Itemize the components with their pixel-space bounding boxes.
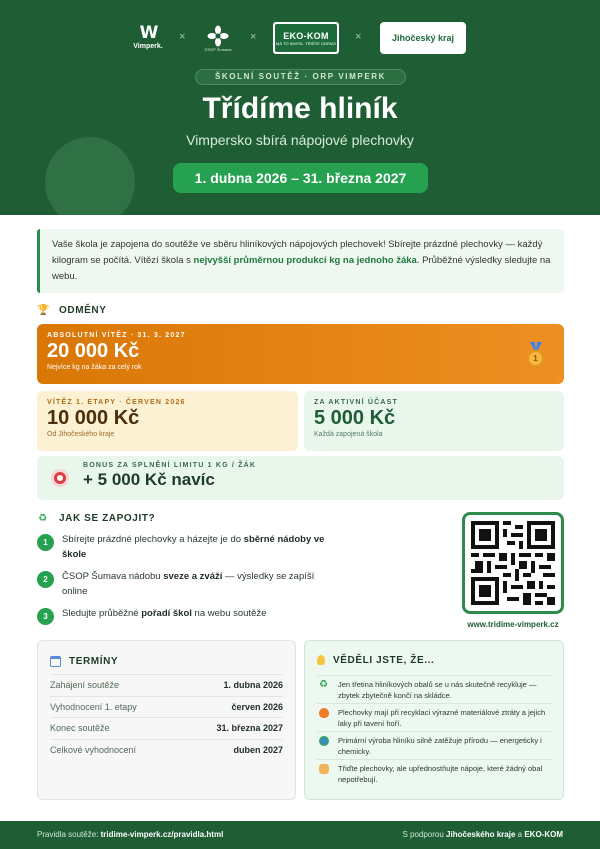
fact-item — [317, 759, 553, 787]
footer-and: a — [515, 830, 525, 839]
target-icon — [51, 469, 69, 487]
terms-row — [50, 696, 283, 718]
reward-stage-note: Od Jihočeského kraje — [47, 431, 115, 438]
fact-text: Plechovky mají při recyklaci výrazné materiálové ztráty a jejich laky při tavení hoří. — [338, 708, 546, 728]
step-number: 3 — [37, 608, 54, 625]
step-item — [37, 606, 337, 643]
terms-value: 31. března 2027 — [216, 723, 283, 734]
trophy-icon: 🏆 — [37, 305, 51, 316]
fact-item — [317, 703, 553, 731]
vimperk-logo — [130, 22, 166, 54]
rewards-heading-text: ODMĚNY — [59, 305, 107, 316]
separator: × — [250, 31, 257, 43]
separator: × — [179, 31, 186, 43]
calendar-icon — [50, 656, 61, 667]
bonus-label: BONUS ZA SPLNĚNÍ LIMITU 1 KG / ŽÁK — [83, 462, 257, 469]
bonus-amount: + 5 000 Kč navíc — [83, 470, 215, 489]
page-title: Třídíme hliník — [202, 92, 398, 125]
hand-icon — [319, 764, 329, 774]
step-item — [37, 569, 337, 606]
reward-active-note: Každá zapojená škola — [314, 431, 383, 438]
recycle-icon: ♻ — [38, 513, 48, 524]
terms-label: Konec soutěže — [50, 723, 110, 734]
csop-logo-text: ČSOP Šumava — [204, 46, 232, 52]
reward-active-amount: 5 000 Kč — [314, 407, 396, 429]
footer-rules-label: Pravidla soutěže: — [37, 830, 101, 839]
intro-text: Vaše škola je zapojena do soutěže ve sběru hliníkových nápojových plechovek! Sbírejte prázdné plechovky — každý kilogram se počítá. Vítězí škola s — [52, 239, 543, 266]
reward-stage-amount: 10 000 Kč — [47, 407, 140, 429]
competition-tag: ŠKOLNÍ SOUTĚŽ · ORP VIMPERK — [195, 69, 406, 85]
intro-text-end: . Průběžné výsledky sledujte na webu. — [52, 255, 551, 282]
separator: × — [355, 31, 362, 43]
intro-box — [37, 229, 564, 293]
lightbulb-icon — [317, 655, 325, 665]
intro-highlight: nejvyšší průměrnou produkcí kg na jednoho žáka — [193, 255, 417, 266]
qr-code[interactable] — [462, 512, 564, 614]
medal-icon — [524, 342, 548, 368]
terms-heading — [50, 653, 283, 669]
reward-main-amount: 20 000 Kč — [47, 340, 140, 362]
date-range-badge: 1. dubna 2026 – 31. března 2027 — [173, 163, 428, 193]
step-item — [37, 532, 337, 569]
step-number: 2 — [37, 571, 54, 588]
terms-label: Celkové vyhodnocení — [50, 744, 137, 755]
terms-row — [50, 674, 283, 696]
kraj-logo-text: Jihočeský kraj — [391, 33, 455, 43]
steps-list — [37, 532, 337, 643]
step-text-end: na webu soutěže — [191, 608, 267, 619]
footer-rules — [37, 821, 223, 849]
ekokom-slogan: MÁ TO SMYSL. TŘIĎTE ODPAD! — [276, 40, 336, 46]
terms-label: Vyhodnocení 1. etapy — [50, 701, 137, 712]
reward-active-label: ZA AKTIVNÍ ÚČAST — [314, 399, 399, 406]
rewards-heading — [37, 305, 107, 316]
terms-value: duben 2027 — [233, 744, 283, 755]
partner-logos — [0, 22, 600, 54]
reward-main-label: ABSOLUTNÍ VÍTĚZ · 31. 3. 2027 — [47, 332, 186, 339]
step-highlight: sběrné nádoby ve škole — [62, 534, 325, 560]
terms-label: Zahájení soutěže — [50, 680, 120, 691]
csop-logo — [198, 22, 238, 54]
facts-heading-text: VĚDĚLI JSTE, ŽE... — [333, 654, 435, 666]
step-highlight: pořadí škol — [141, 608, 192, 619]
flower-icon — [207, 25, 229, 47]
terms-row — [50, 717, 283, 739]
fact-text: Třiďte plechovky, ale upřednostňujte nápoje, které žádný obal nepotřebují. — [338, 764, 543, 784]
footer-support-label: S podporou — [402, 830, 447, 839]
step-number: 1 — [37, 534, 54, 551]
step-text: Sledujte průběžné — [62, 608, 142, 619]
footer-support — [402, 821, 563, 849]
reward-stage-label: VÍTĚZ 1. ETAPY · ČERVEN 2026 — [47, 399, 186, 406]
header-banner — [0, 0, 600, 215]
facts-card — [304, 640, 564, 800]
terms-heading-text: TERMÍNY — [69, 655, 119, 667]
fact-text: Primární výroba hliníku silně zatěžuje přírodu — energeticky i chemicky. — [338, 736, 542, 756]
reward-stage-card — [37, 391, 298, 451]
how-heading — [37, 513, 155, 524]
terms-card — [37, 640, 296, 800]
page-subtitle: Vimpersko sbírá nápojové plechovky — [186, 132, 414, 148]
terms-row — [50, 739, 283, 761]
support-partner-b: EKO-KOM — [524, 830, 563, 839]
fact-item — [317, 731, 553, 759]
step-text-end: — výsledky se zapíší online — [62, 571, 315, 597]
reward-main-note: Nejvíce kg na žáka za celý rok — [47, 364, 142, 371]
how-heading-text: JAK SE ZAPOJIT? — [59, 513, 156, 524]
step-text: Sbírejte prázdné plechovky a házejte je do — [62, 534, 244, 545]
rules-link[interactable]: tridime-vimperk.cz/pravidla.html — [100, 830, 224, 839]
reward-main-card — [37, 324, 564, 384]
terms-value: 1. dubna 2026 — [223, 680, 283, 691]
vimperk-word: Vimperk. — [133, 43, 163, 50]
support-partner-a: Jihočeského kraje — [446, 830, 516, 839]
terms-value: červen 2026 — [231, 701, 283, 712]
step-text: ČSOP Šumava nádobu — [62, 571, 164, 582]
fact-item — [317, 675, 553, 703]
bonus-card — [37, 456, 564, 500]
footer — [0, 821, 600, 849]
facts-heading — [317, 652, 553, 668]
ekokom-logo — [273, 22, 339, 54]
website-link[interactable]: www.tridime-vimperk.cz — [467, 620, 559, 629]
qr-code-icon — [471, 521, 555, 605]
reward-active-card — [304, 391, 564, 451]
decorative-circle — [45, 137, 135, 215]
globe-icon — [319, 736, 329, 746]
medal-number: 1 — [527, 350, 544, 367]
step-highlight: sveze a zváží — [163, 571, 223, 582]
fire-icon — [319, 708, 329, 718]
vimperk-mark: W — [139, 23, 157, 43]
fact-text: Jen třetina hliníkových obalů se u nás skutečně recykluje — zbytek zbytečně končí na skládce. — [338, 680, 537, 700]
jihocesky-kraj-logo — [380, 22, 466, 54]
recycle-icon: ♻ — [319, 679, 328, 690]
ekokom-logo-text: EKO-KOM — [283, 30, 329, 41]
